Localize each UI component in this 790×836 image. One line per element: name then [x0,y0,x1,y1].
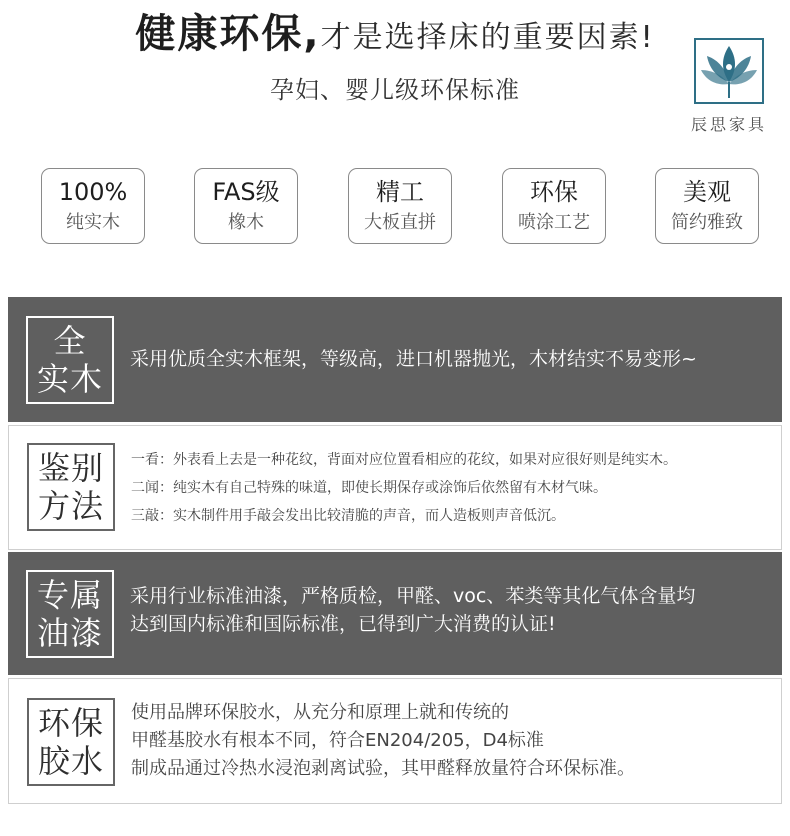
panel-identification [8,425,782,550]
badge-fas-grade [194,168,298,244]
panel-label: 鉴别 方法 [27,443,115,531]
badge-sub: 大板直拼 [364,212,436,233]
badge-main: 精工 [376,178,424,206]
headline-bold: 健康环保, [135,11,321,57]
panel-text [130,345,776,373]
badge-main: 环保 [530,178,578,206]
badge-main: 美观 [683,178,731,206]
badge-sub: 纯实木 [66,212,120,233]
panel-label: 环保 胶水 [27,698,115,786]
panel-text [131,699,775,783]
badge-sub: 橡木 [228,212,264,233]
badge-solid-wood [41,168,145,244]
panel-text-line: 达到国内标准和国际标准，已得到广大消费的认证! [130,613,556,635]
panel-text-line: 采用行业标准油漆，严格质检，甲醛、voc、苯类等其化气体含量均 [130,585,696,607]
badge-craftsmanship [348,168,452,244]
headline-rest: 才是选择床的重要因素! [320,20,655,55]
page-subtitle: 孕妇、婴儿级环保标准 [270,76,520,104]
panel-label: 专属 油漆 [26,570,114,658]
badge-sub: 喷涂工艺 [518,212,590,233]
panel-text-line: 三敲：实木制件用手敲会发出比较清脆的声音，而人造板则声音低沉。 [131,508,565,524]
panel-text [130,582,776,638]
lotus-icon [684,36,774,106]
panel-text-line: 使用品牌环保胶水，从充分和原理上就和传统的 [131,702,509,723]
panel-text-line: 采用优质全实木框架，等级高，进口机器抛光，木材结实不易变形~ [130,348,697,370]
badge-sub: 简约雅致 [671,212,743,233]
panel-glue [8,678,782,804]
badge-main: 100% [58,178,128,206]
badge-aesthetic [655,168,759,244]
page-headline [0,6,790,70]
badge-eco-spraying [502,168,606,244]
panel-text-line: 制成品通过冷热水浸泡剥离试验，其甲醛释放量符合环保标准。 [131,758,635,779]
panel-text [131,446,775,530]
badge-main: FAS级 [212,178,280,206]
brand-name: 辰思家具 [690,115,767,134]
panel-text-line: 一看：外表看上去是一种花纹，背面对应位置看相应的花纹，如果对应很好则是纯实木。 [131,452,677,468]
panel-text-line: 甲醛基胶水有根本不同，符合EN204/205，D4标准 [131,730,544,751]
panel-text-line: 二闻：纯实木有自己特殊的味道，即使长期保存或涂饰后依然留有木材气味。 [131,480,607,496]
brand-logo [684,36,774,136]
panel-paint [8,552,782,675]
panel-label: 全 实木 [26,316,114,404]
panel-solid-wood [8,297,782,422]
